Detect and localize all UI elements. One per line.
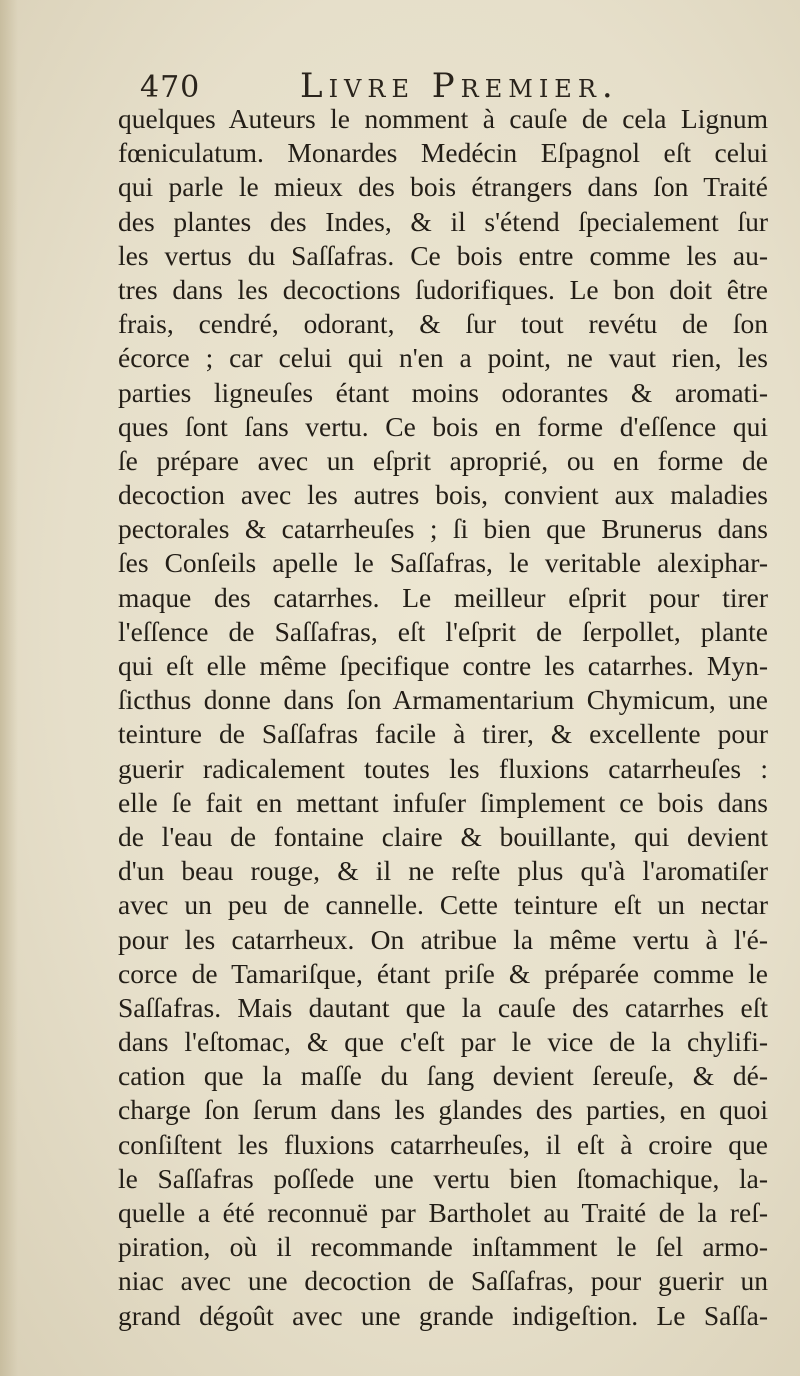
text-line: pectorales & catarrheuſes ; ſi bien que Brunerus dans (118, 513, 768, 545)
text-line: elle ſe fait en mettant infuſer ſimplement ce bois dans (118, 786, 768, 818)
page-gutter-shadow (0, 0, 18, 1376)
text-line: charge ſon ſerum dans les glandes des parties, en quoi (118, 1094, 768, 1126)
text-line: de l'eau de fontaine claire & bouillante, qui devient (118, 820, 768, 852)
text-line: corce de Tamariſque, étant priſe & préparée comme le (118, 957, 768, 989)
text-line: Saſſafras. Mais dautant que la cauſe des catarrhes eſt (118, 991, 768, 1023)
text-line: d'un beau rouge, & il ne reſte plus qu'à l'aromatiſer (118, 855, 768, 887)
text-line: qui parle le mieux des bois étrangers dans ſon Traité (118, 171, 768, 203)
text-line: niac avec une decoction de Saſſafras, pour guerir un (118, 1265, 768, 1297)
text-line: cation que la maſſe du ſang devient ſereuſe, & dé- (118, 1060, 768, 1092)
text-line: qui eſt elle même ſpecifique contre les catarrhes. Myn- (118, 650, 768, 681)
text-line: maque des catarrhes. Le meilleur eſprit pour tirer (118, 581, 768, 613)
text-line: écorce ; car celui qui n'en a point, ne vaut rien, les (118, 342, 768, 374)
body-text (118, 102, 768, 1333)
text-line: teinture de Saſſafras facile à tirer, & excellente pour (118, 718, 768, 750)
text-line: decoction avec les autres bois, convient aux maladies (118, 479, 768, 511)
text-line: quelle a été reconnuë par Bartholet au Traité de la reſ- (118, 1197, 768, 1228)
text-line: les vertus du Saſſafras. Ce bois entre comme les au- (118, 239, 768, 271)
text-line: avec un peu de cannelle. Cette teinture eſt un nectar (118, 889, 768, 921)
text-line: ſes Conſeils apelle le Saſſafras, le veritable alexiphar- (118, 547, 768, 579)
text-line: ſe prépare avec un eſprit aproprié, ou en forme de (118, 444, 768, 476)
text-line: l'eſſence de Saſſafras, eſt l'eſprit de ſerpollet, plante (118, 615, 768, 647)
text-line: pour les catarrheux. On atribue la même vertu à l'é- (118, 923, 768, 955)
text-line: dans l'eſtomac, & que c'eſt par le vice de la chylifi- (118, 1026, 768, 1058)
running-head: Livre Premier. (300, 66, 619, 106)
text-line: grand dégoût avec une grande indigeſtion. Le Saſſa- (118, 1299, 768, 1331)
text-line: des plantes des Indes, & il s'étend ſpecialement ſur (118, 205, 768, 237)
text-line: parties ligneuſes étant moins odorantes & aromati- (118, 376, 768, 408)
text-line: fœniculatum. Monardes Medécin Eſpagnol eſt celui (118, 137, 768, 169)
text-line: frais, cendré, odorant, & ſur tout revétu de ſon (118, 308, 768, 340)
text-line: guerir radicalement toutes les fluxions catarrheuſes : (118, 752, 768, 784)
page-number: 470 (140, 70, 201, 105)
text-line: piration, où il recommande inſtamment le ſel armo- (118, 1231, 768, 1263)
text-line: ſicthus donne dans ſon Armamentarium Chymicum, une (118, 684, 768, 716)
text-line: ques ſont ſans vertu. Ce bois en forme d'eſſence qui (118, 410, 768, 442)
text-line: le Saſſafras poſſede une vertu bien ſtomachique, la- (118, 1162, 768, 1194)
text-line: conſiſtent les fluxions catarrheuſes, il eſt à croire que (118, 1128, 768, 1160)
text-line: tres dans les decoctions ſudorifiques. Le bon doit être (118, 273, 768, 305)
text-line: quelques Auteurs le nomment à cauſe de cela Lignum (118, 103, 768, 134)
